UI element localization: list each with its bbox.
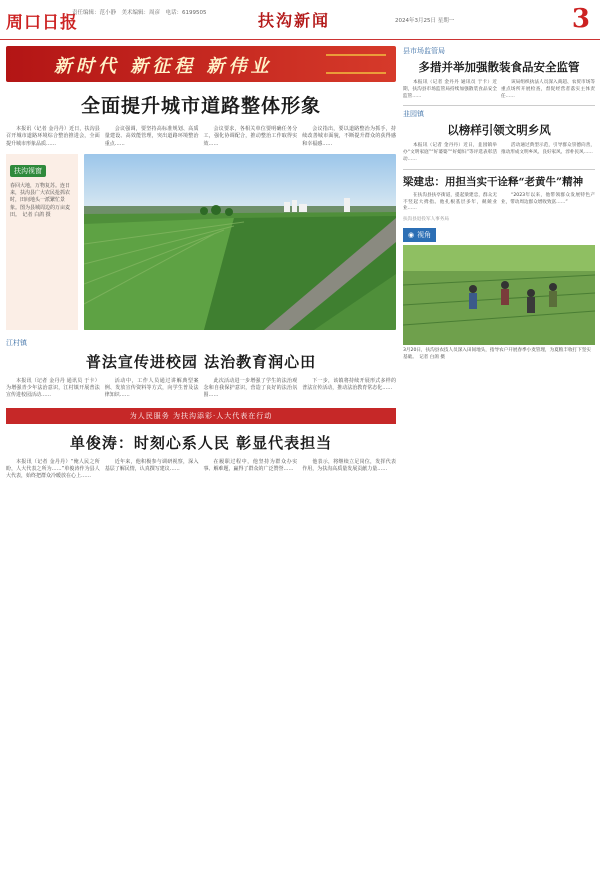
page-number: 3 <box>571 4 590 34</box>
photo-caption-box <box>6 154 78 330</box>
photo-feature <box>6 154 396 330</box>
right-story2-headline: 以榜样引领文明乡风 <box>447 123 551 138</box>
article-column: 近年来，他积极参与调研视察，深入基层了解民情，认真撰写建议…… <box>104 458 199 473</box>
article-column: 此次活动进一步增强了学生的法治观念和自我保护意识，营造了良好的法治氛围…… <box>203 377 298 399</box>
story2-article <box>6 378 396 400</box>
right-story1-label: 县市场监管局 <box>403 47 445 55</box>
left-column <box>6 46 396 481</box>
article-column: 本报讯（记者 金丹丹）近日，韭园镇举办“文明家庭”“好婆婆”“好媳妇”等评选表彰活动…… <box>403 143 497 162</box>
photo-tag: 扶沟视窗 <box>10 165 46 177</box>
right-story2-body <box>403 143 595 163</box>
main-headline: 全面提升城市道路整体形象 <box>80 95 321 117</box>
story3-source: 扶沟县退役军人事务局 <box>403 217 449 223</box>
newspaper-logo: 周口日报 <box>6 13 78 33</box>
farmland-photo <box>84 154 396 330</box>
editor-line: 责任编辑：范小静 美术编辑：周彦 电话：6199505 <box>72 10 207 16</box>
article-column: 本报讯（记者 金丹丹）“俺人民之所盼，人大代表之所为……”单俊涛作为县人大代表，始终把群众冷暖放在心上…… <box>6 458 100 480</box>
article-column: 本报讯（记者 金丹丹 通讯员 于卡）为增强青少年法治意识，江村镇开展普法宣传进校园活动…… <box>6 377 100 399</box>
article-column: 活动通过典型示范，引导群众崇德向善，推动形成文明乡风、良好家风、淳朴民风…… <box>501 143 595 156</box>
article-column: 会议强调，要坚持高标准规划、高质量建设、高效能管理，突出道路环境整治重点…… <box>104 126 199 147</box>
banner-decoration <box>326 54 386 74</box>
right-column <box>403 46 595 362</box>
article-column: 下一步，该镇将持续开展形式多样的普法宣传活动，推动法治教育常态化…… <box>302 377 396 392</box>
article-column: 会议指出，要以道路整治为抓手，持续改善城市面貌，不断提升群众的获得感和幸福感…… <box>302 126 396 147</box>
story3-headline: 单俊涛：时刻心系人民 彰显代表担当 <box>69 433 333 452</box>
article-column: 会议要求，各相关单位要明确任务分工，强化协调配合，推动整治工作取得实效…… <box>203 126 298 147</box>
story2-location-label: 江村镇 <box>6 338 27 347</box>
story3-article <box>6 459 396 481</box>
right-story2-label: 韭园镇 <box>403 110 424 119</box>
article-column: “2023年以来，他带领群众发展特色产业，带动周边群众增收致富……” <box>501 192 595 205</box>
right-story3-body <box>403 193 595 213</box>
article-column: 本报讯（记者 金丹丹 通讯员 于卡）近期，扶沟县市场监管局持续加强散装食品安全监管…… <box>403 80 497 99</box>
article-column: 在履职过程中，他坚持为群众办实事、解难题，赢得了群众的广泛赞誉…… <box>203 458 298 473</box>
main-article <box>6 126 396 148</box>
eye-icon: ◉ <box>408 231 415 240</box>
divider <box>403 169 595 170</box>
divider <box>403 105 595 106</box>
view-label: 视角 <box>417 231 432 240</box>
masthead <box>0 0 600 40</box>
article-column: 活动中，工作人员通过讲解典型案例、发放宣传资料等方式，向学生普及法律知识…… <box>104 377 199 399</box>
theme-banner <box>6 46 396 82</box>
field-work-photo <box>403 245 595 345</box>
article-column: 该局组织执法人员深入商超、农贸市场等重点场所开展检查，督促经营者落实主体责任…… <box>501 80 595 99</box>
right-story1-headline: 多措并举加强散装食品安全监管 <box>418 60 580 74</box>
view-caption: 3月20日，扶沟县农技人员深入田间地头，指导农户开展春季小麦管理，为夏粮丰收打下坚实基础。 记者 白鸽 摄 <box>403 348 591 360</box>
article-column: 本报讯（记者 金丹丹）近日，扶沟县召开城市道路环境综合整治推进会，全面提升城市形象品质…… <box>6 126 100 147</box>
right-story3-headline: 梁建忠：用担当实干诠释“老黄牛”精神 <box>403 175 584 188</box>
view-section-tag <box>403 228 436 242</box>
issue-date: 2024年3月25日 星期一 <box>395 18 455 24</box>
story2-headline: 普法宣传进校园 法治教育润心田 <box>85 352 317 371</box>
right-story1-body <box>403 80 595 100</box>
section-title: 扶沟新闻 <box>258 11 331 30</box>
article-column: 他表示，将继续立足岗位，发挥代表作用，为扶沟高质量发展贡献力量…… <box>302 458 396 473</box>
banner-text: 新时代 新征程 新伟业 <box>54 56 273 77</box>
column-ribbon: 为人民服务 为扶沟添彩·人大代表在行动 <box>6 408 396 424</box>
photo-caption: 春回大地，万物复苏。连日来，扶沟县广大农民抢抓农时，田间地头一派繁忙景象。图为县城周边的万亩麦田。 记者 白鸽 摄 <box>10 182 71 219</box>
article-column: 在扶沟县扶亭街道，提起梁建忠，群众无不竖起大拇指。他扎根基层多年，兢兢业业…… <box>403 192 497 212</box>
